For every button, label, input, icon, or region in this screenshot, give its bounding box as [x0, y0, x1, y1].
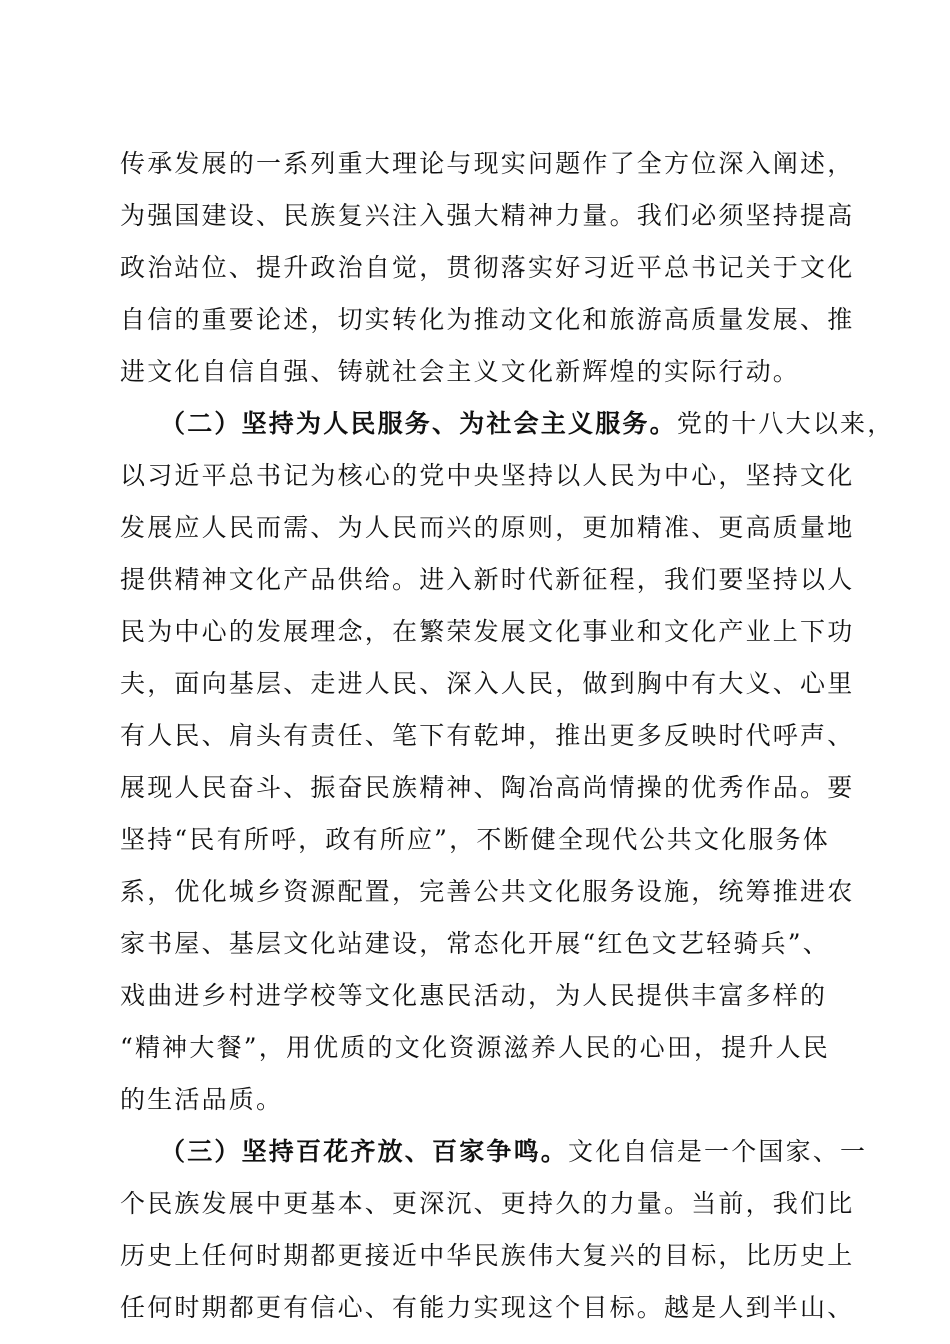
- section-heading-3: （三）坚持百花齐放、百家争鸣。: [160, 1137, 569, 1166]
- p2-line-11: 戏曲进乡村进学校等文化惠民活动，为人民提供丰富多样的: [120, 981, 828, 1010]
- p2-line-0-text: 党的十八大以来，: [676, 409, 895, 438]
- p2-line-4: 民为中心的发展理念，在繁荣发展文化事业和文化产业上下功: [120, 617, 855, 646]
- p2-line-6: 有人民、肩头有责任、笔下有乾坤，推出更多反映时代呼声、: [120, 721, 855, 750]
- p3-line-2: 历史上任何时期都更接近中华民族伟大复兴的目标，比历史上: [120, 1241, 855, 1270]
- p3-line-1: 个民族发展中更基本、更深沉、更持久的力量。当前，我们比: [120, 1189, 855, 1218]
- document-body: [120, 138, 895, 1334]
- p1-line-5: 进文化自信自强、铸就社会主义文化新辉煌的实际行动。: [120, 357, 801, 386]
- p1-line-1: 传承发展的一系列重大理论与现实问题作了全方位深入阐述，: [120, 149, 855, 178]
- p2-line-13: 的生活品质。: [120, 1085, 284, 1114]
- p2-line-9: 系，优化城乡资源配置，完善公共文化服务设施，统筹推进农: [120, 877, 855, 906]
- p1-line-2: 为强国建设、民族复兴注入强大精神力量。我们必须坚持提高: [120, 201, 855, 230]
- p2-line-12: “精神大餐”，用优质的文化资源滋养人民的心田，提升人民: [120, 1033, 830, 1062]
- p2-line-0: [120, 398, 895, 450]
- p2-line-2: 发展应人民而需、为人民而兴的原则，更加精准、更高质量地: [120, 513, 855, 542]
- p1-line-3: 政治站位、提升政治自觉，贯彻落实好习近平总书记关于文化: [120, 253, 855, 282]
- p2-line-1: 以习近平总书记为核心的党中央坚持以人民为中心，坚持文化: [120, 461, 855, 490]
- p2-line-3: 提供精神文化产品供给。进入新时代新征程，我们要坚持以人: [120, 565, 855, 594]
- p3-line-3: 任何时期都更有信心、有能力实现这个目标。越是人到半山、: [120, 1293, 855, 1322]
- p3-line-0: [120, 1126, 868, 1178]
- p2-line-5: 夫，面向基层、走进人民、深入人民，做到胸中有大义、心里: [120, 669, 855, 698]
- p3-line-0-text: 文化自信是一个国家、一: [568, 1137, 868, 1166]
- p1-line-4: 自信的重要论述，切实转化为推动文化和旅游高质量发展、推: [120, 305, 855, 334]
- p2-line-7: 展现人民奋斗、振奋民族精神、陶冶高尚情操的优秀作品。要: [120, 773, 855, 802]
- p2-line-10: 家书屋、基层文化站建设，常态化开展“红色文艺轻骑兵”、: [120, 929, 830, 958]
- section-heading-2: （二）坚持为人民服务、为社会主义服务。: [160, 409, 677, 438]
- p2-line-8: 坚持“民有所呼，政有所应”，不断健全现代公共文化服务体: [120, 825, 830, 854]
